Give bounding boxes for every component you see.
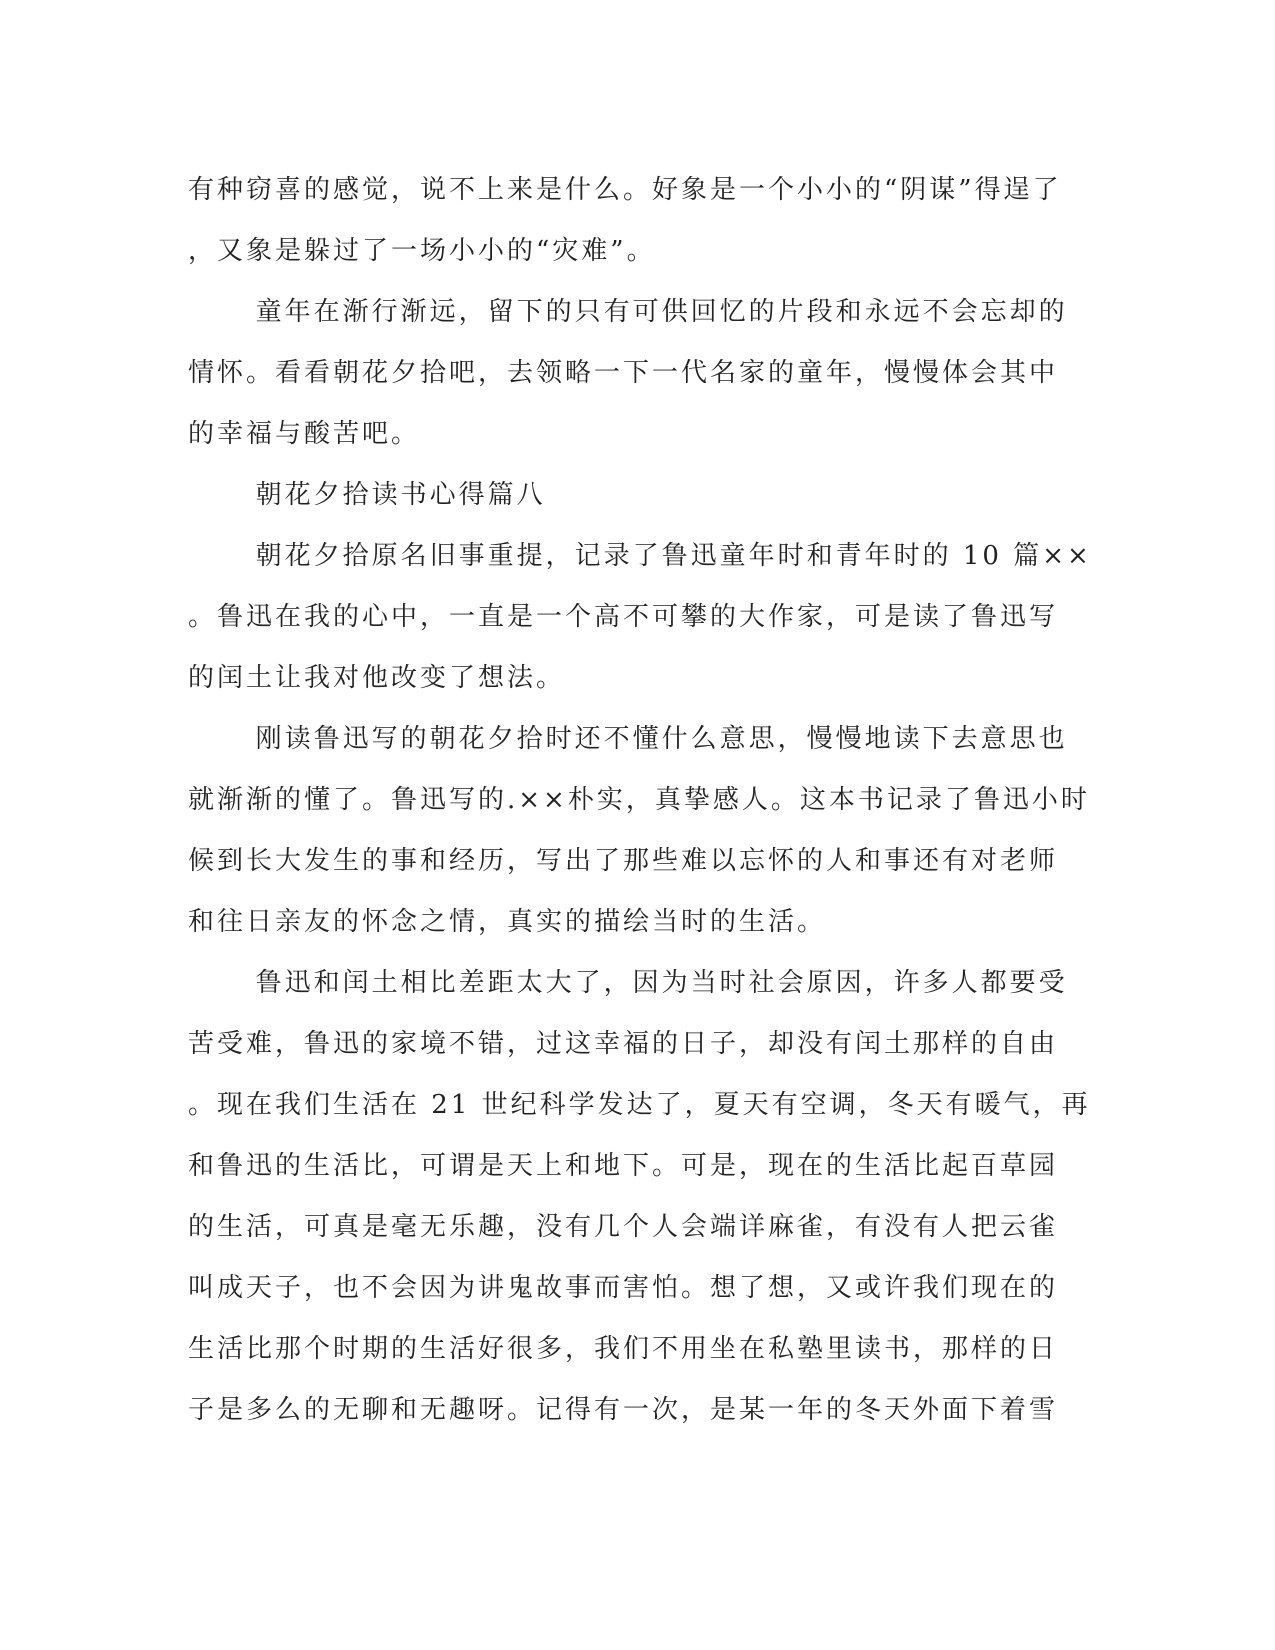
text-line: 刚读鲁迅写的朝花夕拾时还不懂什么意思，慢慢地读下去意思也	[188, 724, 1068, 754]
text-line: 的幸福与酸苦吧。	[188, 419, 421, 449]
text-line: 叫成天子，也不会因为讲鬼故事而害怕。想了想，又或许我们现在的	[188, 1273, 1059, 1303]
text-line: 子是多么的无聊和无趣呀。记得有一次，是某一年的冬天外面下着雪	[188, 1395, 1059, 1425]
text-line: 候到长大发生的事和经历，写出了那些难以忘怀的人和事还有对老师	[188, 846, 1059, 876]
text-line: 情怀。看看朝花夕拾吧，去领略一下一代名家的童年，慢慢体会其中	[188, 358, 1059, 388]
text-line: 。鲁迅在我的心中，一直是一个高不可攀的大作家，可是读了鲁迅写	[188, 602, 1059, 632]
text-line: 朝花夕拾原名旧事重提，记录了鲁迅童年时和青年时的 10 篇××	[188, 541, 1092, 571]
text-line: 的生活，可真是毫无乐趣，没有几个人会端详麻雀，有没有人把云雀	[188, 1212, 1059, 1242]
text-line: 生活比那个时期的生活好很多，我们不用坐在私塾里读书，那样的日	[188, 1334, 1059, 1364]
text-line: 和鲁迅的生活比，可谓是天上和地下。可是，现在的生活比起百草园	[188, 1151, 1059, 1181]
text-line: 鲁迅和闰土相比差距太大了，因为当时社会原因，许多人都要受	[188, 968, 1068, 998]
section-heading: 朝花夕拾读书心得篇八	[188, 480, 546, 510]
body-text	[188, 160, 1092, 1441]
text-line: 苦受难，鲁迅的家境不错，过这幸福的日子，却没有闰土那样的自由	[188, 1029, 1059, 1059]
text-line: ，又象是躲过了一场小小的“灾难”。	[188, 236, 656, 266]
text-line: 有种窃喜的感觉，说不上来是什么。好象是一个小小的“阴谋”得逞了	[188, 175, 1062, 205]
text-line: 就渐渐的懂了。鲁迅写的.××朴实，真挚感人。这本书记录了鲁迅小时	[188, 785, 1090, 815]
text-line: 童年在渐行渐远，留下的只有可供回忆的片段和永远不会忘却的	[188, 297, 1068, 327]
text-line: 。现在我们生活在 21 世纪科学发达了，夏天有空调，冬天有暖气，再	[188, 1090, 1091, 1120]
text-line: 的闰土让我对他改变了想法。	[188, 663, 566, 693]
text-line: 和往日亲友的怀念之情，真实的描绘当时的生活。	[188, 907, 827, 937]
